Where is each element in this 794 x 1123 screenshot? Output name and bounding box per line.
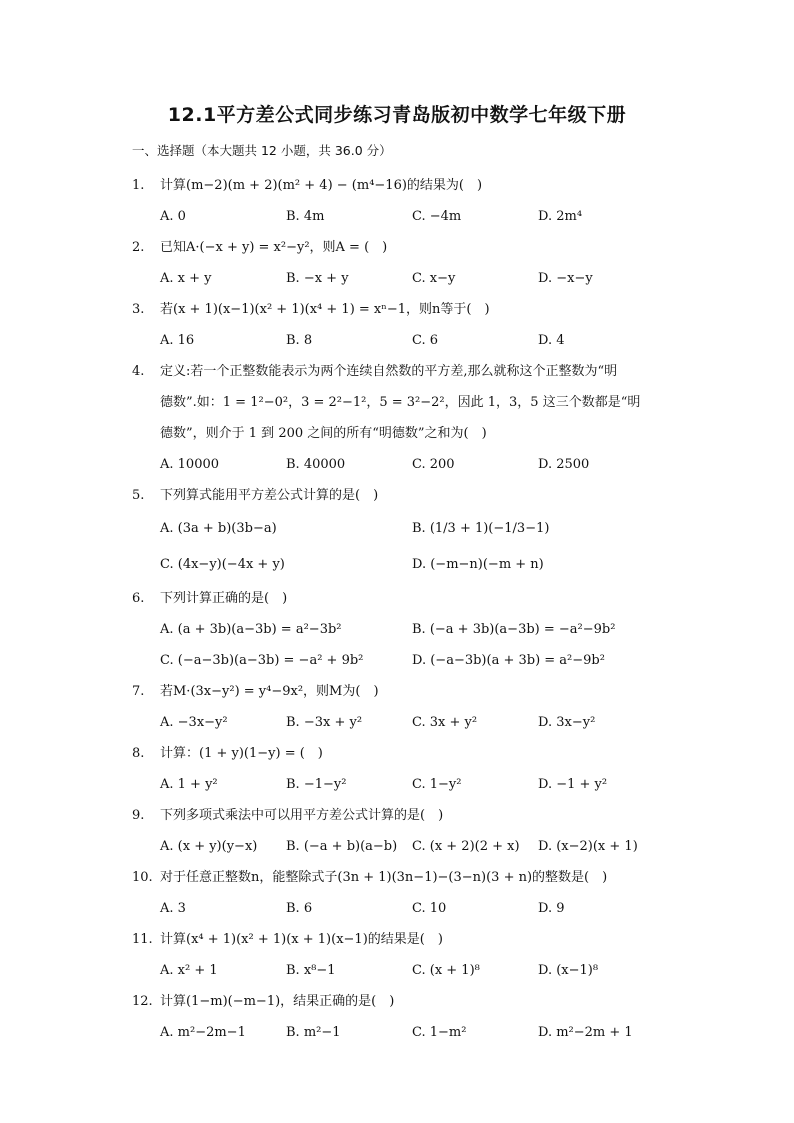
option-a: A. (3a + b)(3b−a) (160, 521, 277, 536)
option-b: B. 40000 (286, 457, 346, 472)
question-text: 计算(m−2)(m + 2)(m² + 4) − (m⁴−16)的结果为( ) (160, 178, 483, 193)
options (132, 614, 672, 676)
option-a: A. 10000 (160, 457, 220, 472)
option-c: C. x−y (412, 271, 456, 286)
option-b: B. (−a + b)(a−b) (286, 839, 398, 854)
option-d: D. (−m−n)(−m + n) (412, 557, 544, 572)
question-10 (132, 862, 672, 924)
option-a: A. (x + y)(y−x) (160, 839, 258, 854)
question-stem (132, 676, 672, 707)
options (132, 511, 672, 583)
option-a: A. 1 + y² (160, 777, 218, 792)
options (132, 831, 672, 862)
option-c: C. (x + 2)(2 + x) (412, 839, 520, 854)
option-b: B. x⁸−1 (286, 963, 336, 978)
question-stem (132, 800, 672, 831)
question-text: 对于任意正整数n，能整除式子(3n + 1)(3n−1)−(3−n)(3 + n)的整数是( ) (160, 870, 608, 885)
question-stem (132, 480, 672, 511)
section-heading: 一、选择题（本大题共 12 小题，共 36.0 分） (132, 143, 392, 158)
option-a: A. x + y (160, 271, 212, 286)
question-number: 1. (132, 178, 145, 193)
option-d: D. m²−2m + 1 (538, 1025, 633, 1040)
option-d: D. (x−1)⁸ (538, 963, 599, 978)
question-3 (132, 294, 672, 356)
question-9 (132, 800, 672, 862)
question-text: 下列多项式乘法中可以用平方差公式计算的是( ) (160, 808, 444, 823)
question-text: 计算：(1 + y)(1−y) = ( ) (160, 746, 323, 761)
question-11 (132, 924, 672, 986)
question-stem (132, 924, 672, 955)
option-b: B. m²−1 (286, 1025, 341, 1040)
question-stem (132, 356, 672, 449)
question-stem (132, 738, 672, 769)
options (132, 1017, 672, 1048)
question-text: 若M·(3x−y²) = y⁴−9x²，则M为( ) (160, 684, 379, 699)
option-d: D. −x−y (538, 271, 593, 286)
question-stem (132, 170, 672, 201)
question-text-line-2: 德数”.如：1 = 1²−0²，3 = 2²−1²，5 = 3²−2²，因此 1，3，5 这三个数都是“明 (160, 395, 641, 410)
option-b: B. 8 (286, 333, 313, 348)
question-12 (132, 986, 672, 1048)
option-d: D. (x−2)(x + 1) (538, 839, 638, 854)
option-c: C. (x + 1)⁸ (412, 963, 480, 978)
option-c: C. 1−y² (412, 777, 462, 792)
option-a: A. 3 (160, 901, 186, 916)
question-number: 7. (132, 684, 145, 699)
option-c: C. 3x + y² (412, 715, 478, 730)
option-c: C. 1−m² (412, 1025, 467, 1040)
question-text: 计算(1−m)(−m−1)，结果正确的是( ) (160, 994, 395, 1009)
question-text: 计算(x⁴ + 1)(x² + 1)(x + 1)(x−1)的结果是( ) (160, 932, 443, 947)
question-stem (132, 294, 672, 325)
option-d: D. 9 (538, 901, 565, 916)
option-c: C. 6 (412, 333, 439, 348)
question-6 (132, 583, 672, 676)
option-c: C. (4x−y)(−4x + y) (160, 557, 285, 572)
option-d: D. (−a−3b)(a + 3b) = a²−9b² (412, 653, 605, 668)
question-number: 9. (132, 808, 145, 823)
options (132, 325, 672, 356)
question-number: 2. (132, 240, 145, 255)
option-d: D. 2m⁴ (538, 209, 583, 224)
question-number: 4. (132, 364, 145, 379)
question-number: 3. (132, 302, 145, 317)
question-list (132, 170, 672, 1048)
question-stem (132, 862, 672, 893)
question-number: 12. (132, 994, 153, 1009)
question-stem (132, 232, 672, 263)
option-b: B. −1−y² (286, 777, 347, 792)
option-b: B. 6 (286, 901, 313, 916)
question-7 (132, 676, 672, 738)
question-number: 5. (132, 488, 145, 503)
option-c: C. 200 (412, 457, 455, 472)
option-d: D. 4 (538, 333, 565, 348)
question-stem (132, 583, 672, 614)
option-b: B. −x + y (286, 271, 349, 286)
options (132, 263, 672, 294)
question-text-line-3: 德数”，则介于 1 到 200 之间的所有“明德数”之和为( ) (160, 426, 487, 441)
option-d: D. 3x−y² (538, 715, 596, 730)
question-number: 6. (132, 591, 145, 606)
question-4 (132, 356, 672, 480)
question-number: 8. (132, 746, 145, 761)
option-b: B. −3x + y² (286, 715, 363, 730)
question-text: 下列计算正确的是( ) (160, 591, 288, 606)
question-1 (132, 170, 672, 232)
option-d: D. 2500 (538, 457, 590, 472)
option-d: D. −1 + y² (538, 777, 608, 792)
options (132, 769, 672, 800)
option-a: A. x² + 1 (160, 963, 218, 978)
question-text: 若(x + 1)(x−1)(x² + 1)(x⁴ + 1) = xⁿ−1，则n等于( ) (160, 302, 490, 317)
option-c: C. −4m (412, 209, 462, 224)
option-a: A. (a + 3b)(a−3b) = a²−3b² (160, 622, 342, 637)
option-b: B. (1/3 + 1)(−1/3−1) (412, 521, 550, 536)
question-2 (132, 232, 672, 294)
options (132, 893, 672, 924)
option-b: B. (−a + 3b)(a−3b) = −a²−9b² (412, 622, 616, 637)
option-c: C. (−a−3b)(a−3b) = −a² + 9b² (160, 653, 364, 668)
option-a: A. 0 (160, 209, 186, 224)
options (132, 955, 672, 986)
question-text: 下列算式能用平方差公式计算的是( ) (160, 488, 379, 503)
option-c: C. 10 (412, 901, 447, 916)
option-a: A. 16 (160, 333, 195, 348)
question-stem (132, 986, 672, 1017)
option-a: A. −3x−y² (160, 715, 228, 730)
question-8 (132, 738, 672, 800)
option-b: B. 4m (286, 209, 325, 224)
options (132, 201, 672, 232)
options (132, 707, 672, 738)
question-5 (132, 480, 672, 583)
options (132, 449, 672, 480)
question-number: 11. (132, 932, 153, 947)
question-text-line-1: 定义:若一个正整数能表示为两个连续自然数的平方差,那么就称这个正整数为“明 (160, 364, 618, 379)
question-text: 已知A·(−x + y) = x²−y²，则A = ( ) (160, 240, 388, 255)
question-number: 10. (132, 870, 153, 885)
page-title: 12.1平方差公式同步练习青岛版初中数学七年级下册 (167, 104, 627, 126)
option-a: A. m²−2m−1 (160, 1025, 246, 1040)
